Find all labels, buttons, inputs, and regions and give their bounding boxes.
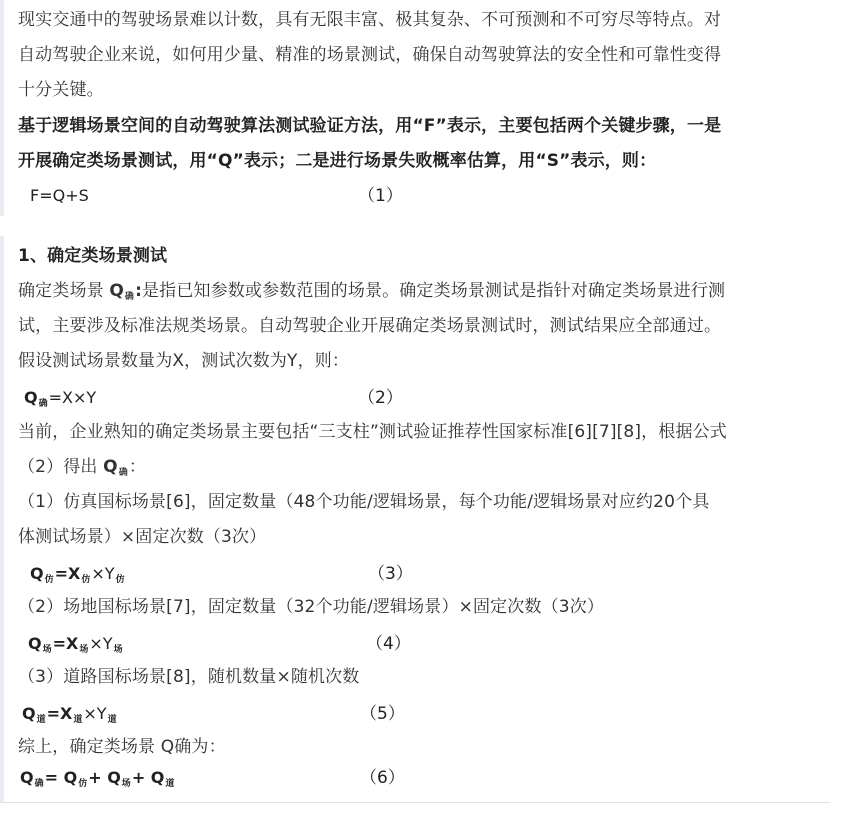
equation-4: $Q_场=X_场\times Y_场$ <box>28 634 123 655</box>
equation-1-number: （1） <box>358 186 403 206</box>
equation-6: $Q_确= Q_仿+ Q_场+ Q_道$ <box>20 768 175 789</box>
method-text-line: 开展确定类场景测试，用“Q”表示；二是进行场景失败概率估算，用“S”表示，则： <box>18 151 657 171</box>
bottom-divider <box>0 802 830 803</box>
section-text-line: 当前，企业熟知的确定类场景主要包括“三支柱”测试验证推荐性国家标准[6][7][8]，根据公式 <box>18 422 727 442</box>
equation-2-number: （2） <box>358 388 403 408</box>
section-text-line: 试，主要涉及标准法规类场景。自动驾驶企业开展确定类场景测试时，测试结果应全部通过。 <box>18 316 722 336</box>
quote-bar <box>0 0 4 216</box>
equation-2: $Q_确=X\times Y$ <box>24 388 97 409</box>
intro-text-line: 现实交通中的驾驶场景难以计数，具有无限丰富、极其复杂、不可预测和不可穷尽等特点。对 <box>18 10 722 30</box>
intro-block <box>0 0 830 216</box>
section-block <box>0 236 830 802</box>
equation-5: $Q_道=X_道\times Y_道$ <box>22 704 117 725</box>
list-item-text: （2）场地国标场景[7]，固定数量（32个功能/逻辑场景）×固定次数（3次） <box>18 597 605 617</box>
intro-text-line: 十分关键。 <box>18 80 104 100</box>
equation-4-number: （4） <box>366 634 411 654</box>
equation-3: $Q_仿=X_仿\times Y_仿$ <box>30 564 125 585</box>
equation-3-number: （3） <box>368 564 413 584</box>
list-item-text: （1）仿真国标场景[6]，固定数量（48个功能/逻辑场景，每个功能/逻辑场景对应约20个具 <box>18 492 710 512</box>
section-heading: 1、确定类场景测试 <box>18 246 168 266</box>
section-text-line: （2）得出 Q确： <box>18 457 147 478</box>
equation-5-number: （5） <box>360 704 405 724</box>
section-text-line: 假设测试场景数量为X，测试次数为Y，则： <box>18 351 350 371</box>
equation-1: F=Q+S <box>30 186 89 205</box>
list-item-text: 体测试场景）×固定次数（3次） <box>18 527 267 547</box>
equation-6-number: （6） <box>360 768 405 788</box>
list-item-text: （3）道路国标场景[8]，随机数量×随机次数 <box>18 667 360 687</box>
intro-text-line: 自动驾驶企业来说，如何用少量、精准的场景测试，确保自动驾驶算法的安全性和可靠性变得 <box>18 45 722 65</box>
quote-bar <box>0 236 4 802</box>
section-text-line: 确定类场景 Q确:是指已知参数或参数范围的场景。确定类场景测试是指针对确定类场景进行测 <box>18 281 726 302</box>
summary-text: 综上，确定类场景 Q确为： <box>18 737 226 757</box>
method-text-line: 基于逻辑场景空间的自动驾驶算法测试验证方法，用“F”表示，主要包括两个关键步骤，一是 <box>18 116 722 136</box>
